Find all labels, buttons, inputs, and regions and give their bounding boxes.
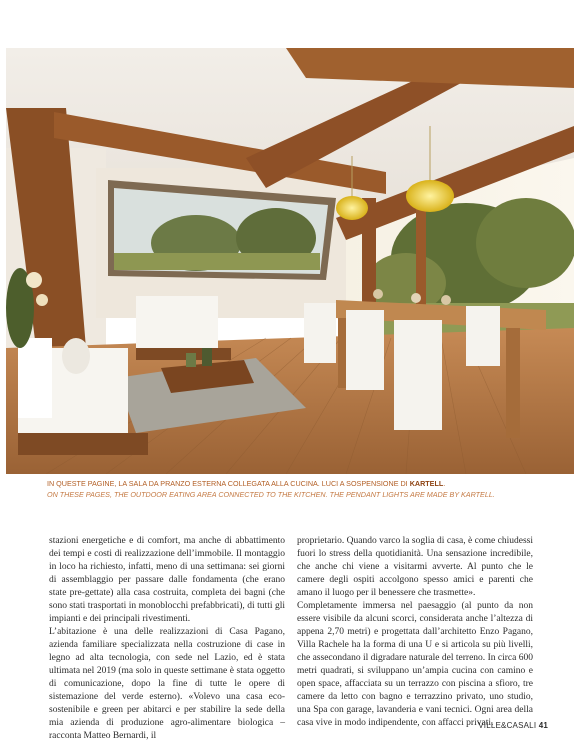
- magazine-name: VILLE&CASALI: [478, 721, 537, 730]
- page-footer: [478, 721, 548, 730]
- page-number: 41: [538, 721, 548, 730]
- caption-italian: IN QUESTE PAGINE, LA SALA DA PRANZO ESTERNA COLLEGATA ALLA CUCINA. LUCI A SOSPENSIONE DI KARTELL.: [47, 479, 446, 488]
- dining-room-photo: [6, 48, 574, 474]
- caption-brand: KARTELL: [409, 479, 444, 488]
- paragraph: L’abitazione è una delle realizzazioni di Casa Pagano, azienda familiare specializzata nella costruzione di case in legno ad alta tecnologia, con sede nel Lazio, ed è stata ultimata nel 2019 (ma solo in queste settimane è stata oggetto di comunicazione, dopo la fine di tutte le opere di sistemazione del verde esterno). «Volevo una casa eco-sostenibile e green per abitarci e per stabilire la sede della mia azienda di produzione agro-alimentare biologica – racconta Matteo Bernardi, il: [49, 627, 285, 741]
- photo-caption: [47, 478, 547, 500]
- paragraph: stazioni energetiche e di comfort, ma anche di abbattimento dei tempi e costi di realizzazione dell’immobile. Il montaggio in loco ha richiesto, infatti, meno di una settimana: sei giorni di assemblaggio per passare dalle fondamenta (che erano state pre-gettate) alla casa costruita, completa dei bagni (che sono stati trasportati in monoblocchi prefabbricati), di tutti gli impianti e dei principali rivestimenti.: [49, 536, 285, 624]
- paragraph: proprietario. Quando varco la soglia di casa, è come chiudessi fuori lo stress della quotidianità. Una sensazione incredibile, che anche chi viene a visitarmi avverte. Al punto che le camere degli ospiti accolgono spesso amici e parenti che amano il luogo per il benessere che trasmette».: [297, 536, 533, 598]
- paragraph: Completamente immersa nel paesaggio (al punto da non essere visibile da alcuni scorci, considerata anche l’altezza di appena 2,70 metri) e progettata dall’architetto Enzo Pagano, Villa Rachele ha la forma di una U e si articola su più livelli, che assecondano il digradare naturale del terreno. In circa 600 metri quadrati, si sviluppano un’ampia cucina con camino e open space, affacciata su un terrazzo con piscina a sfioro, tre camere da letto con bagno e terrazzino privato, uno studio, una Spa con garage, lavanderia e vani tecnici. Ogni area della casa vive in modo indipendente, con affacci privati.: [297, 601, 533, 728]
- caption-english: ON THESE PAGES, THE OUTDOOR EATING AREA CONNECTED TO THE KITCHEN. THE PENDANT LIGHTS ARE MADE BY KARTELL.: [47, 490, 495, 499]
- article-column-left: [49, 535, 285, 743]
- article-column-right: [297, 535, 533, 730]
